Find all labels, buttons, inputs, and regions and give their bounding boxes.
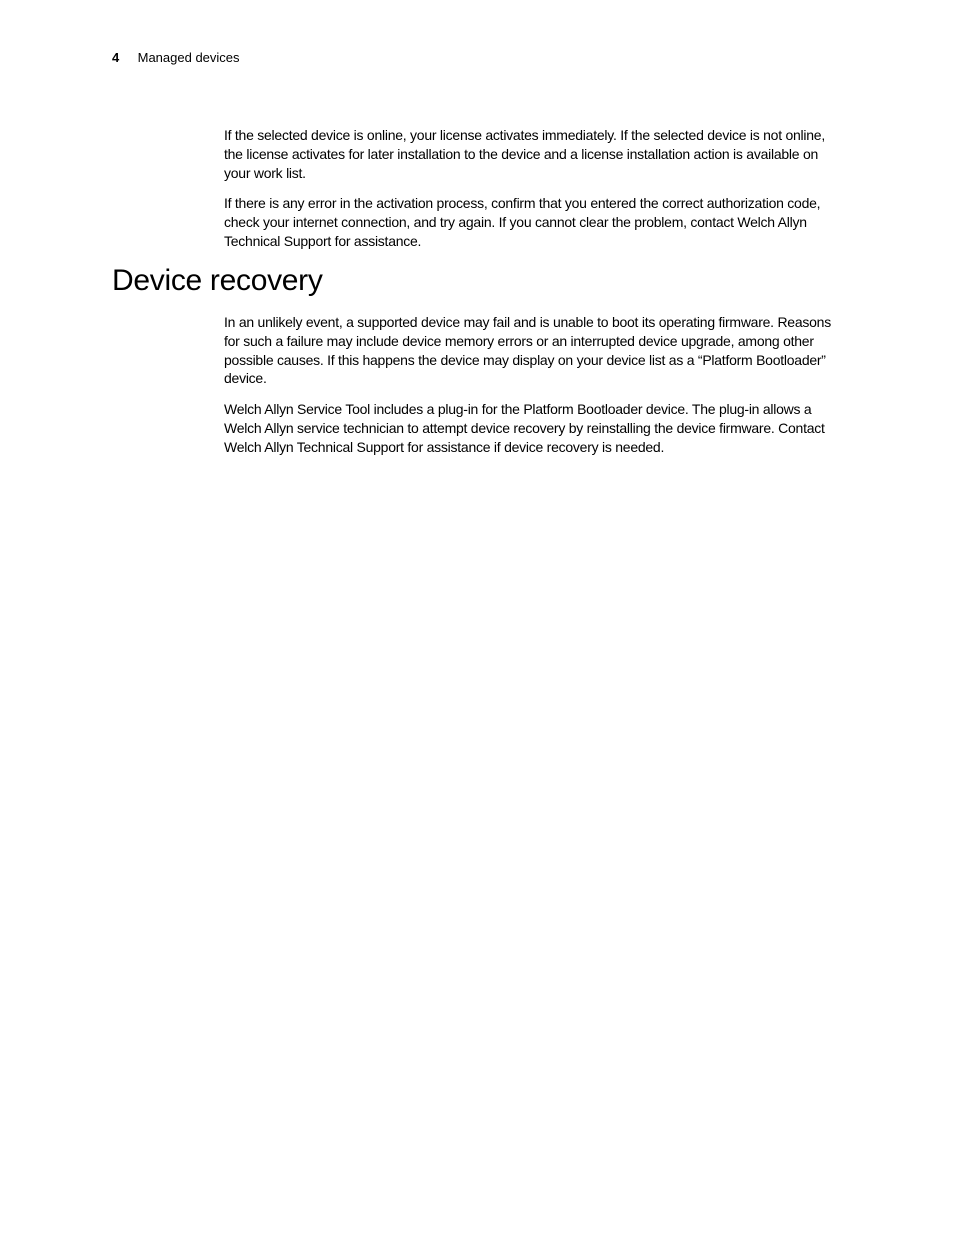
running-header: [112, 50, 240, 66]
page-number: 4: [112, 50, 120, 65]
device-failure-paragraph: In an unlikely event, a supported device may fail and is unable to boot its operating firmware. Reasons for such a failure may include device memory errors or an interrupted device upgrade, among other possible causes. If this happens the device may display on your device list as a “Platform Bootloader” device.: [224, 314, 831, 387]
license-activation-paragraph: If the selected device is online, your license activates immediately. If the selected device is not online, the license activates for later installation to the device and a license installation action is available on your work list.: [224, 127, 825, 181]
device-recovery-heading: Device recovery: [112, 264, 323, 297]
activation-error-paragraph: If there is any error in the activation process, confirm that you entered the correct authorization code, check your internet connection, and try again. If you cannot clear the problem, contact Welch Allyn Technical Support for assistance.: [224, 195, 821, 249]
service-tool-paragraph: Welch Allyn Service Tool includes a plug-in for the Platform Bootloader device. The plug-in allows a Welch Allyn service technician to attempt device recovery by reinstalling the device firmware. Contact Welch Allyn Technical Support for assistance if device recovery is needed.: [224, 401, 825, 455]
device-recovery-text: [224, 313, 844, 469]
intro-text: [224, 126, 844, 263]
header-section-title: Managed devices: [137, 50, 240, 65]
